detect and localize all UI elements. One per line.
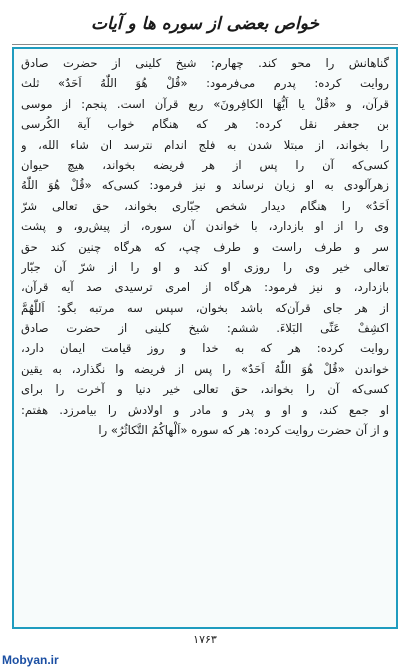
text-line: کسی‌که آن را پس از هر فریضه بخواند، هیچ حیوان (21, 157, 389, 172)
text-line: خواندن «قُلْ هُوَ اللّٰهُ اَحَدٌ» را پس از فریضه وا نگذارد، به یقین (21, 361, 389, 376)
page-title: خواص بعضی از سوره ها و آیات (91, 14, 319, 34)
text-line: سر و طرف راست و طرف چپ، که هرگاه چنین کند حق (21, 239, 389, 254)
text-line: بن جعفر نقل کرده: هر که هنگام خواب آیة الکُرسی (21, 117, 389, 132)
text-line: او جمع کند، و او و پدر و مادر و اولادش را بیامرزد. هفتم: (21, 402, 389, 417)
text-line: گناهانش را محو کند. چهارم: شیخ کلینی از حضرت صادق (21, 56, 389, 70)
text-line: روایت کرده: پدرم می‌فرمود: «قُلْ هُوَ اللّٰهُ اَحَدٌ» ثلث (21, 76, 389, 91)
page-header (12, 4, 398, 44)
text-line: روایت کرده: هر که به خدا و روز قیامت ایمان دارد، (21, 341, 389, 356)
text-line: قرآن، و «قُلْ یا اَیُّهَا الکافِرونَ» ربع قرآن است. پنجم: از موسی (21, 96, 389, 111)
text-line: تعالی خیر وی را روزی او کند و او را از شرّ آن جبّار (21, 259, 389, 274)
text-line: از هر جای قرآن‌که باشد بخوان، سپس سه مرتبه بگو: اَللّٰهُمَّ (21, 300, 389, 315)
text-line: بازدارد، و نیز فرمود: هرگاه از امری ترسیدی صد آیه قرآن، (21, 280, 389, 295)
text-frame (12, 47, 398, 629)
text-line: زهرآلودی به او زیان نرساند و نیز فرمود: کسی‌که «قُلْ هُوَ اللّٰهُ (21, 178, 389, 193)
site-watermark: Mobyan.ir (2, 653, 59, 667)
text-line: را بخواند، از مبتلا شدن به فلج اندام نترسد ان شاء الله، و (21, 137, 389, 152)
text-line: اَحَدٌ» را هنگام دیدار شخص جبّاری بخواند، حق تعالی شرّ (21, 198, 389, 213)
text-line: کسی‌که آن را بخواند، حق تعالی خیر دنیا و آخرت را برای (21, 382, 389, 397)
header-divider (12, 44, 398, 45)
page-number: ۱۷۶۳ (193, 633, 217, 646)
text-line: اکشِفْ عَنِّی البَلاءَ. ششم: شیخ کلینی از حضرت صادق (21, 321, 389, 336)
text-line: وی را از او بازدارد، با خواندن آن سوره، از پیش‌رو، و پشت (21, 219, 389, 234)
text-line: و از آن حضرت روایت کرده: هر که سوره «اَلْهاکُمُ التَّکاثُرُ» را (98, 423, 389, 438)
